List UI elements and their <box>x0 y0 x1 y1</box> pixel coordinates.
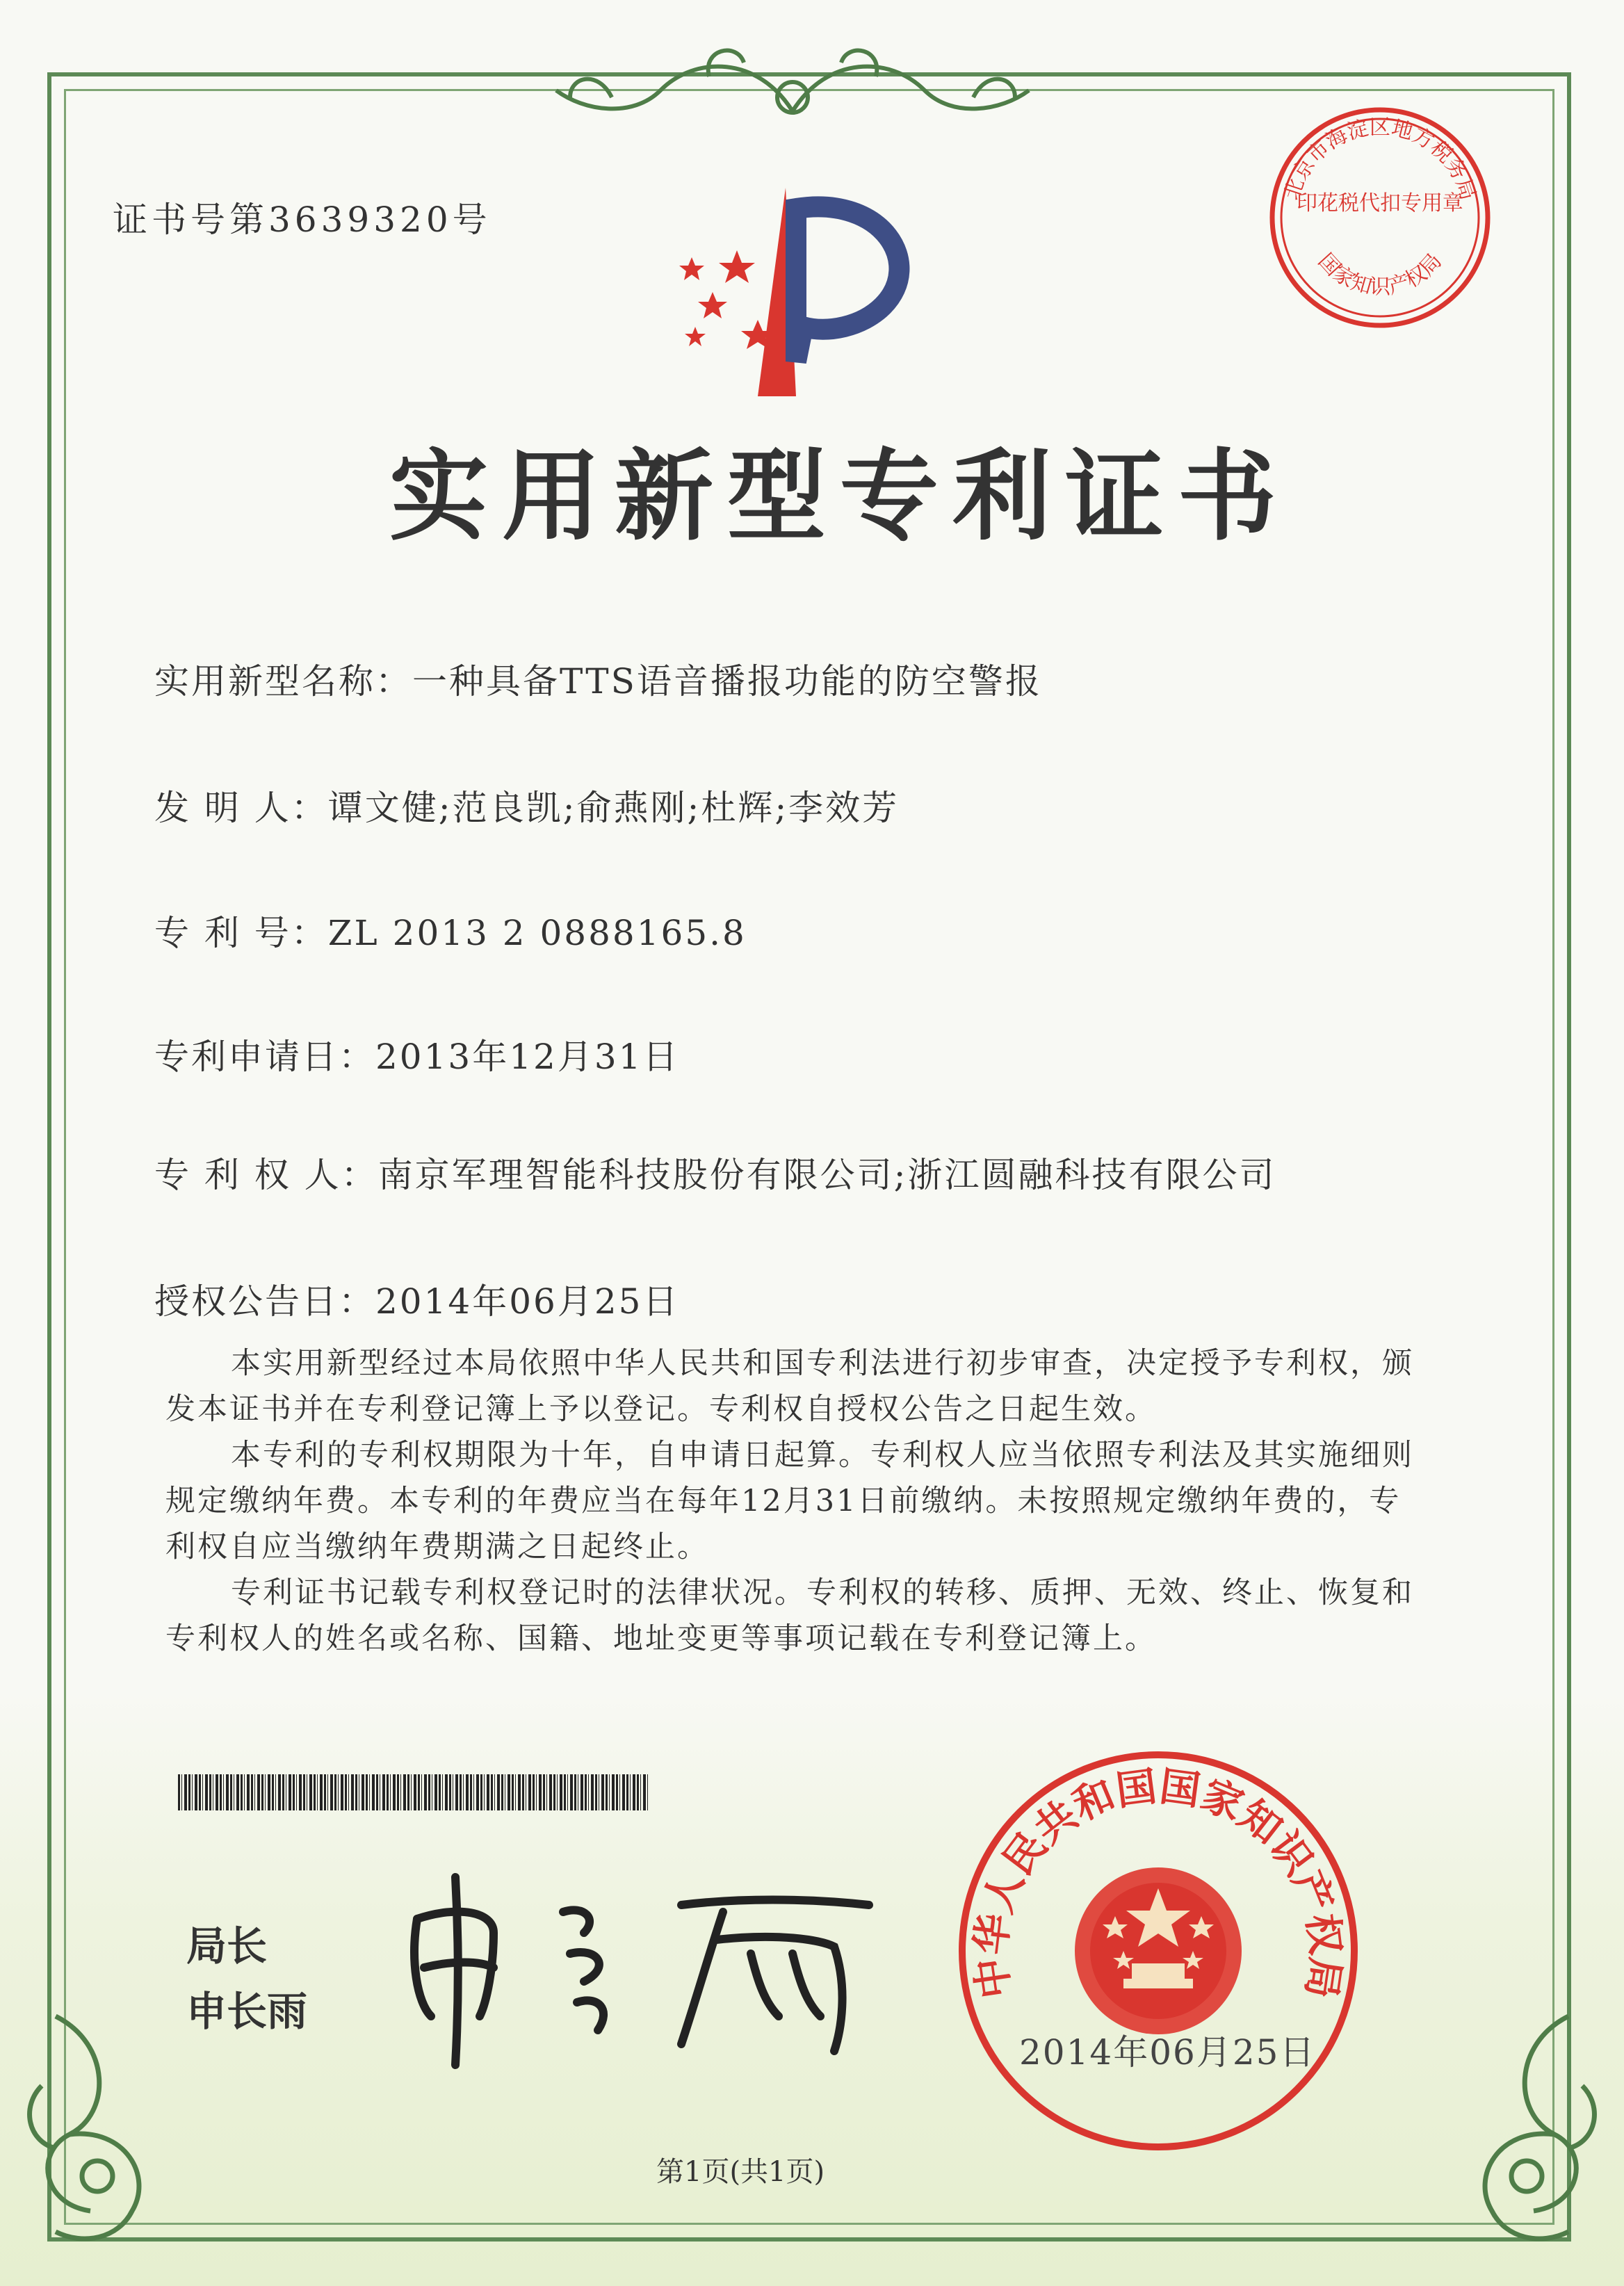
field-label: 发 明 人： <box>154 788 328 828</box>
certificate-title: 实用新型专利证书 <box>389 439 1290 554</box>
field-patent-number <box>154 905 747 955</box>
field-patentee <box>154 1147 1276 1197</box>
bottom-right-ornament <box>1443 2002 1610 2267</box>
field-label: 专利申请日： <box>154 1037 375 1077</box>
seal-ring-text: 中华人民共和国国家知识产权局 <box>966 1762 1350 2002</box>
paragraph: 本专利的专利权期限为十年，自申请日起算。专利权人应当依照专利法及其实施细则规定缴纳年费。本专利的年费应当在每年12月31日前缴纳。未按照规定缴纳年费的，专利权自应当缴纳年费期满之日起终止。 <box>165 1438 1414 1564</box>
field-value: 2013年12月31日 <box>375 1037 680 1077</box>
official-seal <box>957 1749 1360 2153</box>
seal-date: 2014年06月25日 <box>1019 2032 1316 2073</box>
field-label: 专 利 权 人： <box>154 1155 378 1195</box>
field-grant-date <box>154 1274 680 1324</box>
handwritten-signature <box>389 1863 918 2072</box>
field-application-date <box>154 1029 680 1079</box>
tax-stamp-ring-text: 北京市海淀区地方税务局 <box>1279 115 1481 204</box>
national-emblem <box>1075 1867 1242 2034</box>
barcode <box>178 1774 648 1810</box>
tax-stamp-center-text: 印花税代扣专用章 <box>1297 191 1463 216</box>
svg-text:国家知识产权局 <box>1313 249 1447 300</box>
field-value: 一种具备TTS语音播报功能的防空警报 <box>412 661 1042 702</box>
page-number: 第1页(共1页) <box>656 2156 825 2188</box>
paragraph: 专利证书记载专利权登记时的法律状况。专利权的转移、质押、无效、终止、恢复和专利权人的姓名或名称、国籍、地址变更等事项记载在专利登记簿上。 <box>165 1575 1414 1656</box>
field-label: 实用新型名称： <box>154 661 412 702</box>
field-value: 谭文健;范良凯;俞燕刚;杜辉;李效芳 <box>327 788 900 828</box>
field-inventors <box>154 780 899 830</box>
director-title: 局长 <box>186 1922 268 1970</box>
paragraph: 本实用新型经过本局依照中华人民共和国专利法进行初步审查，决定授予专利权，颁发本证书并在专利登记簿上予以登记。专利权自授权公告之日起生效。 <box>165 1346 1414 1427</box>
field-value: ZL 2013 2 0888165.8 <box>327 913 747 953</box>
legal-statement <box>165 1340 1417 1662</box>
certificate-number: 证书号第3639320号 <box>113 200 492 240</box>
field-value: 南京军理智能科技股份有限公司;浙江圆融科技有限公司 <box>377 1155 1276 1195</box>
field-utility-model-name <box>154 654 1042 704</box>
tax-stamp-bottom-text: 国家知识产权局 <box>1313 249 1447 300</box>
field-label: 专 利 号： <box>154 913 328 953</box>
field-label: 授权公告日： <box>154 1281 375 1322</box>
top-ornament <box>528 28 1057 132</box>
svg-text:北京市海淀区地方税务局 <box>1280 115 1481 203</box>
director-name: 申长雨 <box>186 1988 308 2035</box>
patent-office-logo <box>653 188 959 403</box>
bottom-left-ornament <box>14 2002 181 2267</box>
field-value: 2014年06月25日 <box>375 1281 680 1322</box>
tax-stamp <box>1267 104 1493 331</box>
